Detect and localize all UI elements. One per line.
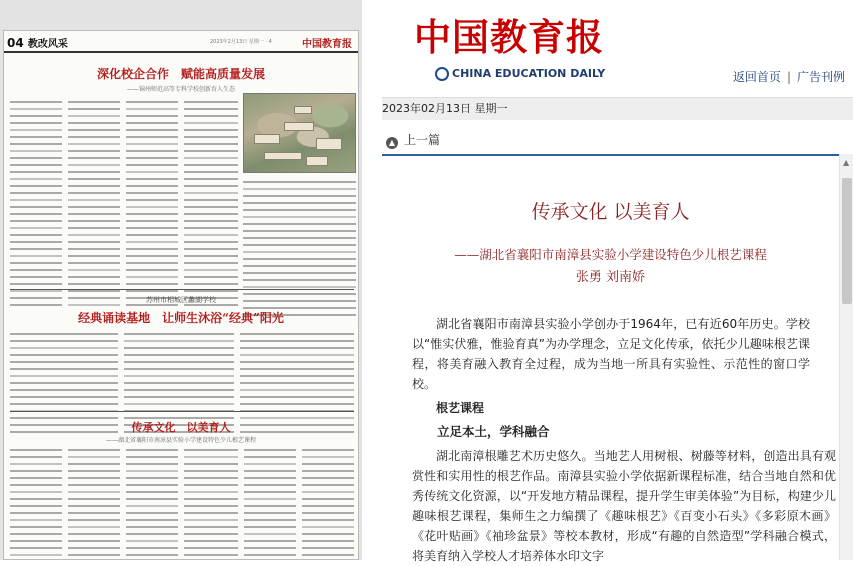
article-viewer	[362, 0, 853, 563]
globe-icon	[435, 67, 449, 81]
page-masthead: 中国教育报	[302, 39, 352, 50]
scrollbar[interactable]	[839, 154, 853, 560]
section-heading: 根艺课程	[436, 401, 485, 415]
story3-headline[interactable]: 传承文化 以美育人	[131, 421, 231, 434]
story3-column-6	[302, 449, 354, 560]
article-subtitle: ——湖北省襄阳市南漳县实验小学建设特色少儿根艺课程	[454, 247, 767, 262]
story3-column-3	[126, 449, 178, 560]
article-paragraph-1: 湖北省襄阳市南漳县实验小学创办于1964年，已有近60年历史。学校以“惟实伏雅，惟验育真”为办学理念，立足文化传承，依托少儿趣味根艺课程，将美育融入教育全过程，成为当地一所具有实验性、示范性的窗口学校。	[412, 317, 810, 391]
prev-article-label: 上一篇	[404, 133, 441, 147]
page-date: 2023年2月13日 星期一 · 4	[210, 39, 272, 45]
page-header	[4, 31, 358, 53]
site-logo-english: CHINA EDUCATION DAILY	[452, 67, 606, 80]
article-title: 传承文化 以美育人	[531, 201, 690, 223]
story2-kicker: 苏州市相城区蠡湖学校	[146, 296, 216, 304]
campus-aerial-photo	[243, 93, 356, 173]
story-divider-2	[10, 411, 354, 412]
date-bar	[382, 97, 853, 120]
story1-column-4	[184, 101, 238, 311]
circle-arrow-up-icon: ▲	[386, 137, 398, 149]
ad-rates-link[interactable]: 广告刊例	[796, 70, 845, 84]
story1-subhead: ——锦州师范高等专科学校创新育人生态	[126, 86, 235, 93]
story1-column-2	[68, 101, 120, 311]
story-divider	[10, 289, 354, 290]
newspaper-page-viewer	[0, 0, 362, 560]
article-paragraph-2: 湖北南漳根雕艺术历史悠久。当地艺人用树根、树藤等材料，创造出具有观赏性和实用性的根艺作品。南漳县实验小学依据新课程标准，结合当地自然和优秀传统文化资源，以“开发地方精品课程，提升学生审美体验”为目标，构建少儿趣味根艺课程，集师生之力编撰了《趣味根艺》《百变小石头》《多彩原木画》《花叶贴画》《袖珍盆景》等校本教材，形成“有趣的自然造型”学科融合模式，将美育纳入学校人才培养体水印文字	[412, 449, 836, 563]
story3-column-5	[244, 449, 296, 560]
article-authors: 张勇 刘南娇	[575, 270, 646, 285]
issue-date: 2023年02月13日 星期一	[382, 102, 508, 115]
story3-subhead: ——湖北省襄阳市南漳县实验小学建设特色少儿根艺课程	[105, 437, 256, 444]
story3-column-4	[184, 449, 238, 560]
top-nav: 返回首页 | 广告刊例	[732, 70, 845, 84]
scrollbar-thumb[interactable]	[842, 178, 852, 304]
scroll-up-arrow-icon[interactable]: ▲	[843, 158, 850, 167]
story3-column-2	[68, 449, 120, 560]
prev-article-link[interactable]	[386, 131, 440, 149]
subsection-heading: 立足本土，学科融合	[437, 424, 550, 439]
header-rule	[382, 154, 839, 156]
story2-headline[interactable]: 经典诵读基地 让师生沐浴“经典”阳光	[78, 311, 284, 325]
home-link[interactable]: 返回首页	[732, 70, 781, 84]
story3-column-1	[10, 449, 62, 560]
newspaper-page-image[interactable]	[3, 30, 359, 560]
story1-headline[interactable]: 深化校企合作 赋能高质量发展	[96, 67, 265, 81]
site-logo[interactable]: 中国教育报	[414, 15, 604, 59]
story1-column-3	[126, 101, 178, 311]
page-number-label: 04 教改风采	[7, 36, 68, 50]
article-body	[412, 314, 836, 566]
story1-column-1	[10, 101, 62, 311]
